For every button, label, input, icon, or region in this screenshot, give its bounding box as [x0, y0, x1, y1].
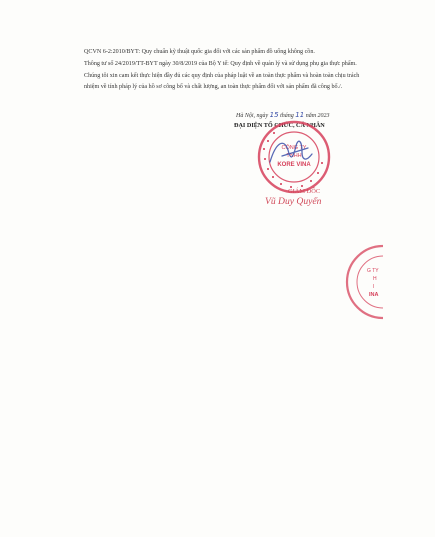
signature-graphic [262, 132, 322, 172]
director-title: GIÁM ĐỐC [288, 188, 321, 195]
date-day: 15 [269, 111, 279, 119]
date-prefix: Hà Nội, ngày [236, 113, 269, 119]
paragraph-qcvn: QCVN 6-2:2010/BYT: Quy chuẩn kỹ thuật quốc gia đối với các sản phẩm đồ uống không cồn. [84, 49, 315, 55]
partial-seal-line-2: H [373, 276, 377, 282]
signature [262, 132, 322, 172]
paragraph-circular: Thông tư số 24/2019/TT-BYT ngày 30/8/2019 của Bộ Y tế: Quy định về quản lý và sử dụng phụ gia thực phẩm. [84, 61, 357, 68]
date-year: năm 2023 [305, 113, 330, 119]
org-representative-label: ĐẠI DIỆN TỔ CHỨC, CÁ NHÂN [234, 122, 325, 129]
partial-seal [343, 242, 383, 322]
seal-line-2: TNHH [286, 153, 302, 159]
partial-seal-line-1: G TY [367, 268, 379, 274]
seal-line-1: CÔNG TY [281, 145, 307, 151]
body-text [84, 47, 374, 92]
partial-seal-graphic [343, 242, 383, 322]
date-month-word: tháng [280, 113, 294, 119]
date-month: 11 [295, 111, 305, 119]
partial-seal-line-4: INA [369, 292, 379, 298]
director-name: Vũ Duy Quyến [265, 196, 322, 207]
partial-seal-line-3: I [373, 284, 375, 290]
seal-line-3: KORE VINA [277, 162, 311, 168]
paragraph-commitment: Chúng tôi xin cam kết thực hiện đầy đủ các quy định của pháp luật về an toàn thực phẩm và hoàn toàn chịu trách nhiệm về tính pháp lý của hồ sơ công bố và chất lượng, an toàn thực phẩm đối với sản phẩm đã công bố./. [84, 73, 360, 90]
